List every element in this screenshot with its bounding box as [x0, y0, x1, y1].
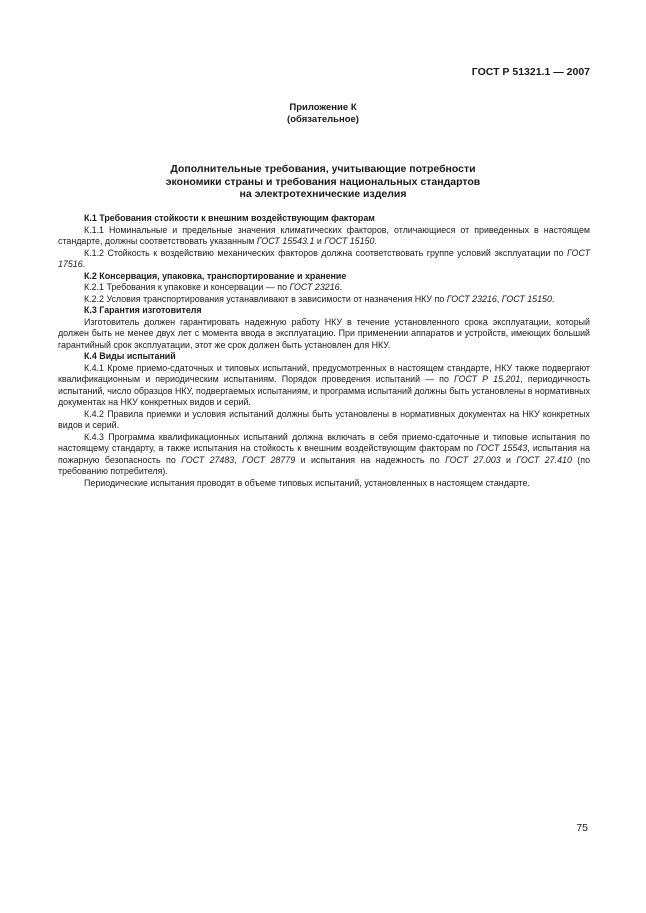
standard-reference: ГОСТ 15543.1 — [256, 236, 315, 246]
standard-reference: ГОСТ 27.410 — [516, 454, 572, 465]
standard-reference: ГОСТ 17516 — [58, 247, 590, 269]
annex-label: Приложение К — [289, 102, 357, 113]
paragraph-k4-1: К.4.1 Кроме приемо-сдаточных и типовых испытаний, предусмотренных в настоящем стандарте, НКУ также подвергают квалификационным и периодическим испытаниям. Порядок проведения испытаний — по ГОСТ Р 15.201, периодичность испытаний, число образцов НКУ, подвергаемых испытаниям, и программа испытаний должны быть установлены в нормативных документах на НКУ конкретных видов и серий. — [58, 362, 591, 407]
annex-title — [0, 163, 646, 201]
paragraph-periodic-tests: Периодические испытания проводят в объеме типовых испытаний, установленных в настоящем стандарте. — [84, 477, 530, 488]
section-heading-k4: К.4 Виды испытаний — [84, 351, 176, 361]
standard-reference: ГОСТ Р 15.201 — [454, 374, 521, 384]
section-heading-k1: К.1 Требования стойкости к внешним воздействующим факторам — [84, 213, 375, 223]
paragraph-k4-3: К.4.3 Программа квалификационных испытаний должна включать в себя приемо-сдаточные и типовые испытания по настоящему стандарту, а также испытания на стойкость к внешним воздействующим факторам по ГОСТ 15543, испытания на пожарную безопасность по ГОСТ 27483, ГОСТ 28779 и испытания на надежность по ГОСТ 27.003 и ГОСТ 27.410 (по требованию потребителя). — [58, 431, 591, 476]
standard-reference: ГОСТ 15150 — [501, 293, 552, 304]
standard-reference: ГОСТ 27483 — [181, 454, 235, 465]
section-heading-k2: К.2 Консервация, упаковка, транспортирование и хранение — [84, 270, 347, 281]
page-number: 75 — [576, 822, 588, 834]
annex-body — [58, 213, 590, 489]
standard-reference: ГОСТ 23216 — [289, 282, 340, 292]
standard-reference: ГОСТ 23216 — [446, 293, 497, 304]
title-line-1: Дополнительные требования, учитывающие потребности — [170, 163, 476, 175]
paragraph-k2-2: К.2.2 Условия транспортирования устанавливают в зависимости от назначения НКУ по ГОСТ 23216, ГОСТ 15150. — [84, 293, 555, 304]
title-line-2: экономики страны и требования национальных стандартов — [165, 175, 481, 188]
paragraph-k1-1: К.1.1 Номинальные и предельные значения климатических факторов, отличающиеся от приведенных в настоящем стандарте, должны соответствовать указанным ГОСТ 15543.1 и ГОСТ 15150. — [58, 224, 590, 246]
standard-reference: ГОСТ 28779 — [242, 454, 296, 465]
paragraph-k1-2: К.1.2 Стойкость к воздействию механических факторов должна соответствовать группе условий эксплуатации по ГОСТ 17516. — [58, 247, 590, 269]
section-heading-k3: К.3 Гарантия изготовителя — [84, 305, 202, 315]
standard-reference: ГОСТ 15543 — [476, 443, 528, 453]
paragraph-k3: Изготовитель должен гарантировать надежную работу НКУ в течение установленного срока эксплуатации, который должен быть не менее двух лет с момента ввода в эксплуатацию. При применении аппаратов и устройств, имеющих больший гарантийный срок эксплуатации, этот же срок должен быть установлен для НКУ. — [58, 316, 590, 350]
paragraph-k4-2: К.4.2 Правила приемки и условия испытаний должны быть установлены в нормативных документах на НКУ конкретных видов и серий. — [58, 408, 590, 430]
title-line-3: на электротехнические изделия — [239, 188, 407, 200]
annex-heading — [0, 102, 646, 126]
paragraph-k2-1: К.2.1 Требования к упаковке и консервации — по ГОСТ 23216. — [84, 282, 343, 292]
document-number: ГОСТ Р 51321.1 — 2007 — [471, 66, 590, 78]
annex-status: (обязательное) — [287, 114, 359, 125]
standard-reference: ГОСТ 27.003 — [445, 454, 501, 465]
standard-reference: ГОСТ 15150 — [324, 236, 375, 246]
